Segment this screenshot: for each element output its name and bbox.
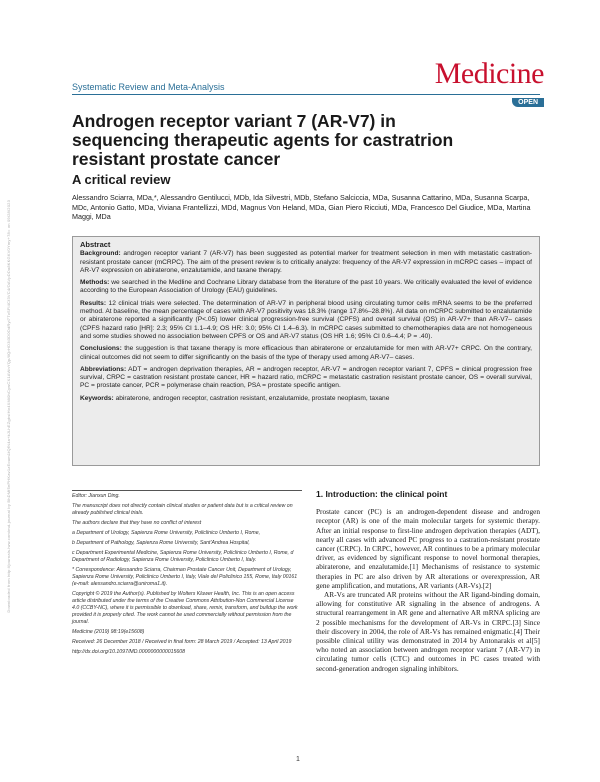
abstract-results: Results: 12 clinical trials were selected. The determination of AR-V7 in peripheral blood using circulating tumor cells mRNA seems to be the preferred method. At baseline, the mean percentage of cases with AR-V7 positivity was 18.3% (range 17.8%–28.8%). All data on mCRPC submitted to enzalutamide or abiraterone reported a significantly (P<.05) lower clinical progression-free survival (CPFS) and overall survival (OS) in AR-V7+ than AR-V7– cases (CPFS hazard ratio [HR]: 2.3; 95% CI 1.1–4.9; OS HR: 3.0; 95% CI 1.4–6.3). In mCRPC cases submitted to chemotherapies data are not homogeneous and some studies showed no association between CPFS or OS and AR-V7 status (OS HR 1.6; 95% CI 0.6–4.4; P = .40). bbox=[80, 299, 532, 340]
conflict-note: The authors declare that they have no conflict of interest bbox=[72, 520, 202, 526]
notes-rule bbox=[72, 490, 302, 491]
intro-paragraph: Prostate cancer (PC) is an androgen-dependent disease and androgen receptor (AR) is one of the main molecular targets for systemic therapy. After an initial response to first-line androgen deprivation therapies (ADT), nearly all cases with advanced PC progress to a castration-resistant prostate cancer (CRPC). In CRPC, however, AR continues to be a primary molecular driver, as evidenced by significant response to novel hormonal therapies, abiraterone, and enzalutamide.[1] Mechanisms of resistance to systemic therapies in PC are also driven by AR alterations or overexpression, AR gene amplification, and mutations, AR variants (AR-Vs).[2] bbox=[316, 507, 540, 590]
abstract-background: Background: androgen receptor variant 7 (AR-V7) has been suggested as potential marker for treatment selection in men with metastatic castration-resistant prostate cancer (mCRPC). The aim of the present review is to critically analyze: frequency of the AR-V7 expression in mCRPC cases – impact of AR-V7 expression on abiraterone, enzalutamide, and taxane therapy. bbox=[80, 250, 532, 274]
copyright-notice: Copyright © 2019 the Author(s). Published by Wolters Kluwer Health, Inc. This is an open access article distributed under the terms of the Creative Commons Attribution-Non Commercial License 4.0 (CCBY-NC), where it is permissible to download, share, remix, transform, and buildup the work provided it is properly cited. The work cannot be used commercially without permission from the journal. bbox=[72, 591, 298, 625]
doi-link[interactable]: http://dx.doi.org/10.1097/MD.0000000000015608 bbox=[72, 649, 186, 655]
abstract-methods: Methods: we searched in the Medline and Cochrane Library database from the literature of the past 10 years. We critically evaluated the level of evidence according to the European Association of Urology (EAU) guidelines. bbox=[80, 279, 532, 295]
received-dates: Received: 26 December 2018 / Received in final form: 28 March 2019 / Accepted: 13 April 2019 bbox=[72, 639, 292, 645]
editor-note: Editor: Jianxun Ding. bbox=[72, 493, 120, 499]
header-rule bbox=[72, 94, 540, 95]
introduction-heading: 1. Introduction: the clinical point bbox=[316, 489, 448, 499]
introduction-column bbox=[316, 490, 540, 673]
section-label: Systematic Review and Meta-Analysis bbox=[72, 82, 225, 92]
manuscript-note: The manuscript does not directly contain clinical studies or patient data but is a critical review on already published clinical trials. bbox=[72, 503, 293, 516]
correspondence: * Correspondence: Alessandro Sciarra, Chairman Prostate Cancer Unit, Department of Urology, Sapienza Rome University, Policlinico Umberto I, Italy, Viale del Policlinico 155, Rome, Italy 00161 (e-mail: alessandro.sciarra@uniroma1.it). bbox=[72, 567, 298, 587]
affiliation-b: b Department of Pathology, Sapienza Rome University, Sant'Andrea Hospital, bbox=[72, 540, 250, 546]
abstract-heading: Abstract bbox=[80, 240, 111, 249]
abstract-abbreviations: Abbreviations: ADT = androgen deprivation therapies, AR = androgen receptor, AR-V7 = androgen receptor variant 7, CPFS = clinical progression free survival, CRPC = castration resistant prostate cancer, HR = hazard ratio, mCRPC = metastatic castration resistant prostate cancer, OS = overall survival, PC = prostate cancer, PCR = polymerase chain reaction, PSA = prostate specific antigen. bbox=[80, 365, 533, 390]
citation: Medicine (2019) 98:19(e15608) bbox=[72, 629, 145, 635]
article-notes-column bbox=[72, 490, 302, 659]
article-subtitle: A critical review bbox=[72, 172, 171, 187]
article-title: Androgen receptor variant 7 (AR-V7) in sequencing therapeutic agents for castratrion resistant prostate cancer bbox=[72, 111, 454, 169]
journal-logo: Medicine bbox=[434, 57, 544, 90]
intro-paragraph: AR-Vs are truncated AR proteins without the AR ligand-binding domain, allowing for constitutive AR signaling in the absence of androgens. A structural rearrangement in AR gene and alternative AR mRNA splicing are 2 possible mechanisms for the development of AR-Vs in CRPC.[3] Since their discovery in 2004, the role of AR-Vs has remained enigmatic.[4] Their possible clinical utility was demonstrated in 2014 by Antonarakis et al[5] who noted an association between androgen receptor variant 7 (AR-V7) in circulating tumor cells (CTC) and outcomes in PC cases treated with second-generation androgen signaling inhibitors. bbox=[316, 590, 540, 673]
abstract-conclusions: Conclusions: the suggestion is that taxane therapy is more efficacious than abiraterone or enzalutamide for men with AR-V7+ CRPC. On the contrary, clinical outcomes did not seem to differ significantly on the basis of the type of therapy used among AR-V7– cases. bbox=[80, 345, 532, 361]
open-access-badge: OPEN bbox=[512, 98, 544, 107]
side-download-text: Downloaded from http://journals.lww.com/md-journal by BhDMf5ePHKav1zEoum1tQfN4a+kJLhEZgbsIHo4XMi0hCywCX1AWnYQp/IlQrHD3i3D0OdRyi7TvSFl4Cf3VC4/OAVpDDa8KKGKV0Ymy+78= on 09/28/2023 bbox=[6, 200, 11, 613]
affiliation-a: a Department of Urology, Sapienza Rome University, Policlinico Umberto I, Rome, bbox=[72, 530, 261, 536]
side-download-strip bbox=[6, 200, 14, 613]
page-number: 1 bbox=[296, 756, 300, 763]
affiliation-c: c Department Experimental Medicine, Sapienza Rome University, Policlinico Umberto I, Rome, d Department of Radiology, Sapienza Rome University, Policlinico Umberto I, Italy. bbox=[72, 550, 294, 563]
abstract-keywords: Keywords: abiraterone, androgen receptor, castration resistant, enzalutamide, prostate neoplasm, taxane bbox=[80, 394, 390, 402]
author-list: Alessandro Sciarra, MDa,*, Alessandro Gentilucci, MDb, Ida Silvestri, MDb, Stefano Salciccia, MDa, Susanna Cattarino, MDa, Susanna Scarpa, MDc, Antonio Gatto, MDa, Viviana Frantellizzi, MDd, Magnus Von Heland, MDa, Gian Piero Ricciuti, MDa, Francesco Del Giudice, MDa, Martina Maggi, MDa bbox=[72, 193, 531, 222]
abstract-box bbox=[72, 236, 540, 466]
